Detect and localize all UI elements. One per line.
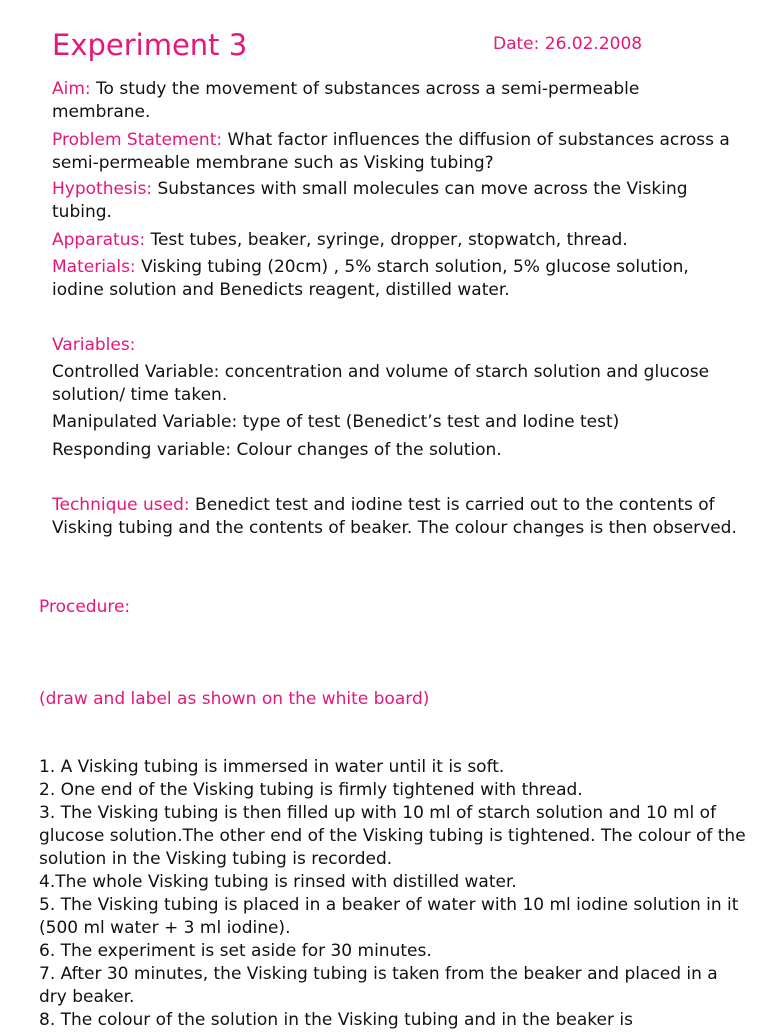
procedure-step: 3. The Visking tubing is then filled up with 10 ml of starch solution and 10 ml of glucose solution.The other end of the Visking tubing is tightened. The colour of the solution in the Visking tubing is recorded. [39, 803, 746, 869]
hypothesis-label: Hypothesis: [52, 179, 153, 199]
procedure-step: 7. After 30 minutes, the Visking tubing is taken from the beaker and placed in a dry beaker. [39, 964, 718, 1007]
materials-section [52, 256, 742, 302]
technique-text: Benedict test and iodine test is carried out to the contents of Visking tubing and the contents of beaker. The colour changes is then observed. [52, 495, 737, 538]
hypothesis-text: Substances with small molecules can move across the Visking tubing. [52, 179, 688, 222]
procedure-step: 6. The experiment is set aside for 30 minutes. [39, 941, 432, 961]
apparatus-text: Test tubes, beaker, syringe, dropper, stopwatch, thread. [150, 230, 628, 250]
apparatus-label: Apparatus: [52, 230, 146, 250]
problem-text: What factor influences the diffusion of substances across a semi-permeable membrane such as Visking tubing? [52, 130, 730, 173]
controlled-variable: Controlled Variable: concentration and volume of starch solution and glucose solution/ time taken. [52, 362, 710, 405]
drawing-note: (draw and label as shown on the white board) [39, 689, 430, 709]
problem-section [52, 129, 742, 175]
technique-label: Technique used: [52, 495, 190, 515]
procedure-label: Procedure: [39, 597, 131, 617]
apparatus-section [52, 229, 742, 252]
procedure-step: 4.The whole Visking tubing is rinsed with distilled water. [39, 872, 517, 892]
procedure-step: 1. A Visking tubing is immersed in water until it is soft. [39, 757, 505, 777]
hypothesis-section [52, 178, 742, 224]
procedure-step: 2. One end of the Visking tubing is firmly tightened with thread. [39, 780, 583, 800]
procedure-step: 5. The Visking tubing is placed in a beaker of water with 10 ml iodine solution in it (500 ml water + 3 ml iodine). [39, 895, 739, 938]
problem-label: Problem Statement: [52, 130, 223, 150]
materials-label: Materials: [52, 257, 136, 277]
materials-text: Visking tubing (20cm) , 5% starch solution, 5% glucose solution, iodine solution and Benedicts reagent, distilled water. [52, 257, 689, 300]
procedure-steps [39, 756, 749, 1032]
manipulated-variable: Manipulated Variable: type of test (Benedict’s test and Iodine test) [52, 412, 620, 432]
procedure-step: 8. The colour of the solution in the Visking tubing and in the beaker is [39, 1010, 633, 1030]
variables-label: Variables: [52, 335, 136, 355]
aim-label: Aim: [52, 79, 91, 99]
technique-section [52, 494, 742, 540]
aim-section [52, 78, 742, 124]
date-label: Date: 26.02.2008 [493, 34, 643, 54]
responding-variable: Responding variable: Colour changes of the solution. [52, 440, 502, 460]
aim-text: To study the movement of substances across a semi-permeable membrane. [52, 79, 640, 122]
page-title: Experiment 3 [52, 28, 248, 62]
